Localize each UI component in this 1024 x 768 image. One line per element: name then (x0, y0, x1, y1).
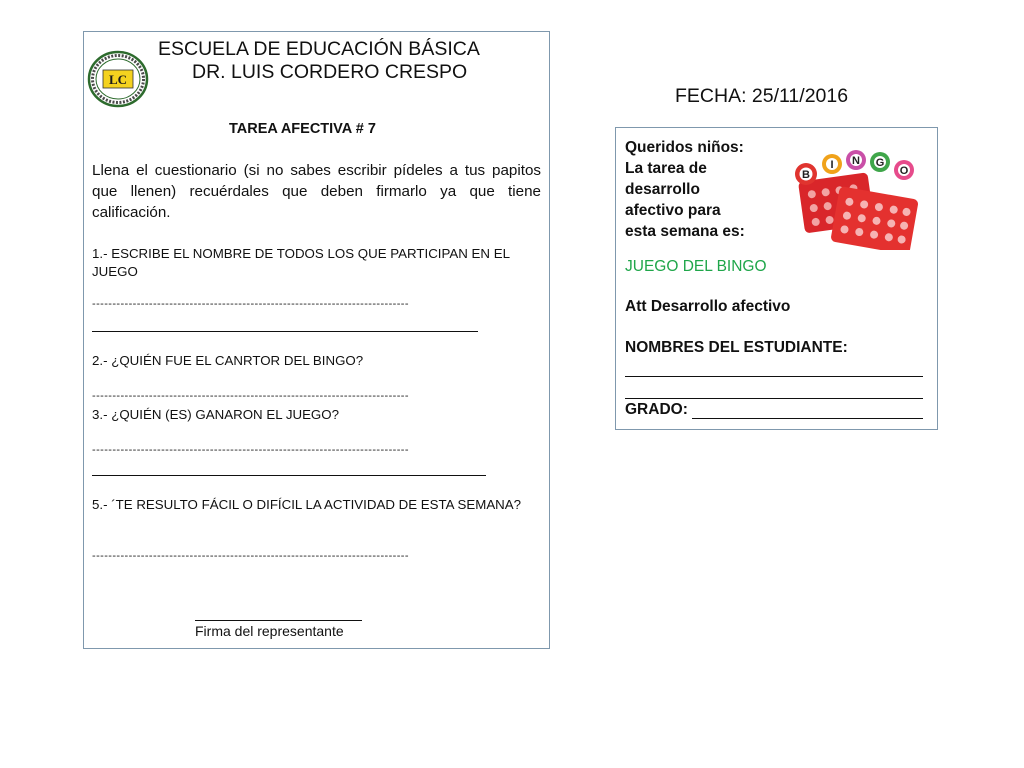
task-title: TAREA AFECTIVA # 7 (229, 121, 376, 137)
student-name-line (625, 398, 923, 399)
bingo-ball-letter: N (852, 155, 860, 167)
greeting-line: afectivo para (625, 202, 721, 219)
attribution-text: Att Desarrollo afectivo (625, 298, 791, 315)
bingo-ball-letter: O (899, 165, 909, 177)
school-name (158, 38, 480, 84)
answer-dash-line: ------------------------------------------------------------------------------ (92, 298, 409, 310)
instructions-text: Llena el cuestionario (si no sabes escribir pídeles a tus papitos que llenen) recuérdales que deben firmarlo ya que tiene calificación. (92, 162, 541, 221)
school-name-line1: ESCUELA DE EDUCACIÓN BÁSICA (158, 38, 480, 60)
greeting-line: esta semana es: (625, 223, 745, 240)
student-names-label: NOMBRES DEL ESTUDIANTE: (625, 339, 848, 356)
bingo-ball-letter: B (802, 169, 810, 181)
answer-underline (92, 331, 478, 332)
greeting-line: La tarea de (625, 160, 707, 177)
grade-label: GRADO: (625, 401, 688, 418)
greeting-text (625, 137, 775, 242)
answer-underline (92, 475, 486, 476)
bingo-illustration (778, 150, 928, 250)
student-name-line (625, 376, 923, 377)
question-2: 2.- ¿QUIÉN FUE EL CANRTOR DEL BINGO? (92, 353, 364, 368)
game-name: JUEGO DEL BINGO (625, 258, 767, 275)
greeting-line: Queridos niños: (625, 139, 744, 156)
seal-initials: LC (108, 72, 128, 87)
date-text: FECHA: 25/11/2016 (675, 85, 849, 107)
signature-label: Firma del representante (195, 623, 344, 639)
greeting-line: desarrollo (625, 181, 700, 198)
bingo-ball-letter: I (830, 159, 834, 171)
answer-dash-line: ------------------------------------------------------------------------------ (92, 444, 409, 456)
signature-line (195, 620, 362, 621)
answer-dash-line: ------------------------------------------------------------------------------ (92, 550, 409, 562)
school-seal-logo (87, 50, 149, 108)
school-name-line2: DR. LUIS CORDERO CRESPO (192, 61, 468, 83)
question-3: 3.- ¿QUIÉN (ES) GANARON EL JUEGO? (92, 407, 340, 422)
grade-line (692, 418, 923, 419)
bingo-ball-letter: G (875, 157, 885, 169)
question-5: 5.- ´TE RESULTO FÁCIL O DIFÍCIL LA ACTIVIDAD DE ESTA SEMANA? (92, 497, 522, 512)
question-1: 1.- ESCRIBE EL NOMBRE DE TODOS LOS QUE PARTICIPAN EN EL JUEGO (92, 246, 510, 279)
answer-dash-line: ------------------------------------------------------------------------------ (92, 390, 409, 402)
